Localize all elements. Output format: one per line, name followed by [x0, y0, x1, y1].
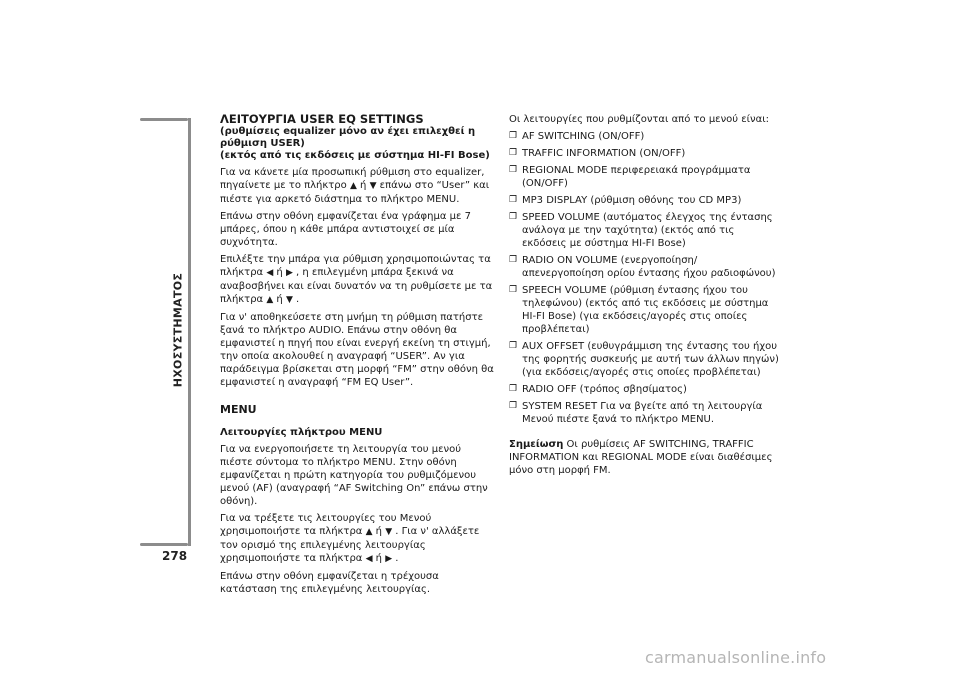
list-item: ❐ SPEECH VOLUME (ρύθμιση έντασης ήχου του τηλεφώνου) (εκτός από τις εκδόσεις με σύστημα HI-FI Bose) (για εκδόσεις/αγορές στις οποίες προβλέπεται)	[509, 285, 769, 335]
left-column	[220, 113, 495, 596]
paragraph-2: Επάνω στην οθόνη εμφανίζεται ένα γράφημα με 7 μπάρες, όπου η κάθε μπάρα αντιστοιχεί σε μία συχνότητα.	[220, 211, 471, 248]
list-item: ❐ SYSTEM RESET Για να βγείτε από τη λειτουργία Μενού πιέστε ξανά το πλήκτρο MENU.	[509, 401, 763, 425]
list-item: ❐ AUX OFFSET (ευθυγράμμιση της έντασης του ήχου της φορητής συσκευής με αυτή των άλλων πηγών) (για εκδόσεις/αγορές στις οποίες προβλέπεται)	[509, 341, 779, 378]
watermark: carmanualsonline.info	[645, 648, 827, 667]
left-arrow-icon: ◀	[266, 268, 274, 278]
list-item: ❐ RADIO ON VOLUME (ενεργοποίηση/απενεργοποίηση ορίου έντασης ήχου ραδιοφώνου)	[509, 255, 776, 279]
checkbox-bullet-icon: ❐	[509, 255, 518, 265]
checkbox-bullet-icon: ❐	[509, 341, 518, 351]
down-arrow-icon: ▼	[369, 181, 377, 191]
sidebar-bottom-rule	[140, 543, 188, 546]
menu-subheading: Λειτουργίες πλήκτρου MENU	[220, 427, 383, 438]
sidebar-vertical-rule	[188, 118, 191, 546]
list-item: ❐ SPEED VOLUME (αυτόματος έλεγχος της έντασης ανάλογα με την ταχύτητα) (εκτός από τις εκδόσεις με σύστημα HI-FI Bose)	[509, 212, 773, 249]
section-subtitle-2: (εκτός από τις εκδόσεις με σύστημα HI-FI Bose)	[220, 150, 490, 161]
paragraph-3: Επιλέξτε την μπάρα για ρύθμιση χρησιμοποιώντας τα πλήκτρα ◀ ή ▶ , η επιλεγμένη μπάρα ξεκινά να αναβοσβήνει και είναι δυνατόν να τη ρυθμίσετε με τα πλήκτρα ▲ ή ▼ .	[220, 254, 493, 305]
checkbox-bullet-icon: ❐	[509, 148, 518, 158]
checkbox-bullet-icon: ❐	[509, 131, 518, 141]
note-paragraph	[509, 438, 779, 477]
section-title: ΛΕΙΤΟΥΡΓΙΑ USER EQ SETTINGS	[220, 112, 424, 126]
list-item: ❐ TRAFFIC INFORMATION (ON/OFF)	[509, 148, 686, 159]
section-subtitle-1: (ρυθμίσεις equalizer μόνο αν έχει επιλεχθεί η ρύθμιση USER)	[220, 126, 476, 149]
paragraph-6: Για να τρέξετε τις λειτουργίες του Μενού χρησιμοποιήστε τα πλήκτρα ▲ ή ▼ . Για ν' αλλάξετε τον ορισμό της επιλεγμένης λειτουργίας χρησιμοποιήστε τα πλήκτρα ◀ ή ▶ .	[220, 513, 480, 564]
menu-function-list	[509, 130, 779, 426]
paragraph-4: Για ν' αποθηκεύσετε στη μνήμη τη ρύθμιση πατήστε ξανά το πλήκτρο AUDIO. Επάνω στην οθόνη θα εμφανιστεί η πηγή που είναι ενεργή εκείνη τη στιγμή, την οποία ακολουθεί η αναγραφή “USER”. Αν για παράδειγμα βρίσκεται στη μορφή “FM” στην οθόνη θα εμφανιστεί η αναγραφή “FM EQ User”.	[220, 312, 494, 388]
menu-heading: MENU	[220, 403, 257, 416]
list-item: ❐ AF SWITCHING (ON/OFF)	[509, 131, 645, 142]
note-label: Σημείωση	[509, 439, 564, 450]
checkbox-bullet-icon: ❐	[509, 212, 518, 222]
paragraph-1: Για να κάνετε μία προσωπική ρύθμιση στο equalizer, πηγαίνετε με το πλήκτρο ▲ ή ▼ επάνω στο “User” και πιέστε για αρκετό διάστημα το πλήκτρο MENU.	[220, 167, 490, 205]
paragraph-7: Επάνω στην οθόνη εμφανίζεται η τρέχουσα κατάσταση της επιλεγμένης λειτουργίας.	[220, 571, 439, 595]
page-number: 278	[162, 549, 188, 563]
up-arrow-icon: ▲	[349, 181, 357, 191]
list-item: ❐ RADIO OFF (τρόπος σβησίματος)	[509, 384, 687, 395]
note-text: Οι ρυθμίσεις AF SWITCHING, TRAFFIC INFORMATION και REGIONAL MODE είναι διαθέσιμες μόνο στη μορφή FM.	[509, 439, 773, 476]
checkbox-bullet-icon: ❐	[509, 401, 518, 411]
checkbox-bullet-icon: ❐	[509, 165, 518, 175]
right-arrow-icon: ▶	[285, 268, 293, 278]
paragraph-5: Για να ενεργοποιήσετε τη λειτουργία του μενού πιέστε σύντομα το πλήκτρο MENU. Στην οθόνη εμφανίζεται η πρώτη κατηγορία του ρυθμιζόμενου μενού (AF) (αναγραφή “AF Switching On” επάνω στην οθόνη).	[220, 444, 488, 507]
list-item: ❐ MP3 DISPLAY (ρύθμιση οθόνης του CD MP3)	[509, 195, 742, 206]
right-arrow-icon: ▶	[385, 554, 393, 564]
checkbox-bullet-icon: ❐	[509, 285, 518, 295]
down-arrow-icon: ▼	[285, 295, 293, 305]
up-arrow-icon: ▲	[266, 295, 274, 305]
left-arrow-icon: ◀	[365, 554, 373, 564]
chapter-label: ΗΧΟΣΥΣΤΗΜΑΤΟΣ	[171, 272, 185, 388]
menu-intro: Οι λειτουργίες που ρυθμίζονται από το μενού είναι:	[509, 114, 769, 125]
checkbox-bullet-icon: ❐	[509, 384, 518, 394]
up-arrow-icon: ▲	[365, 527, 373, 537]
checkbox-bullet-icon: ❐	[509, 195, 518, 205]
sidebar-top-rule	[140, 118, 188, 121]
list-item: ❐ REGIONAL MODE περιφερειακά προγράμματα (ON/OFF)	[509, 165, 751, 189]
right-column	[509, 113, 779, 477]
down-arrow-icon: ▼	[385, 527, 393, 537]
